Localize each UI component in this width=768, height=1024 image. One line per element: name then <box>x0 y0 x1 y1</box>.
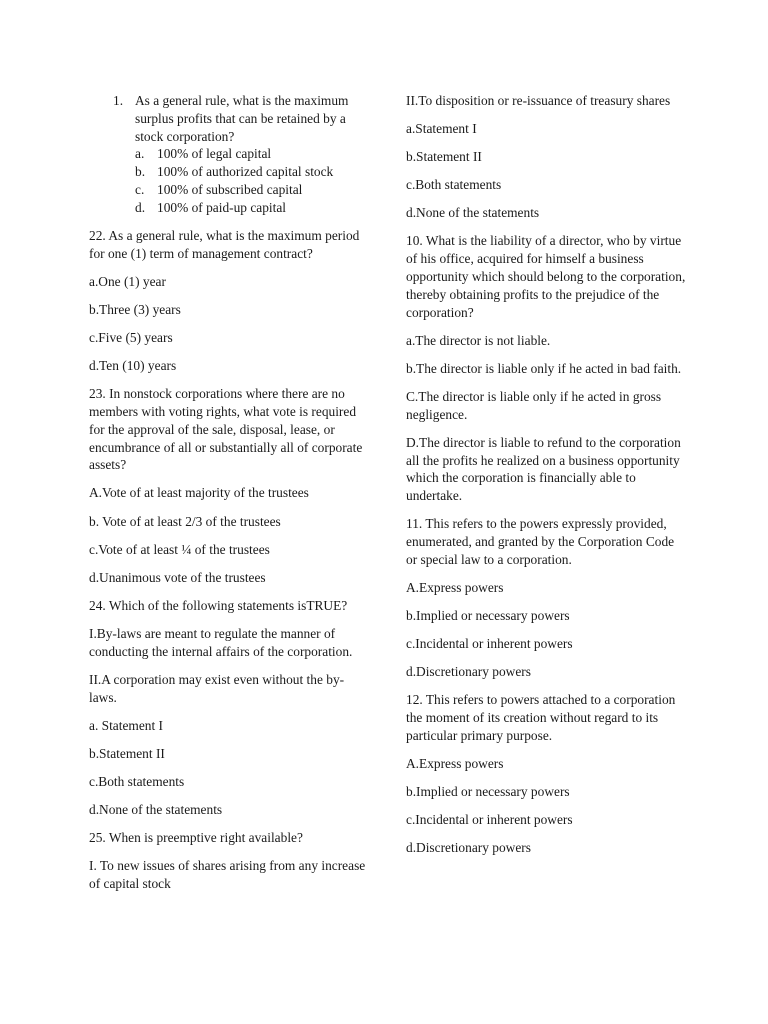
choice-item <box>89 145 371 163</box>
choice-line: a.One (1) year <box>89 273 166 289</box>
choice-line: b.Three (3) years <box>89 301 181 317</box>
choice-letter: c. <box>135 181 145 197</box>
left-column <box>89 92 371 903</box>
statement-line: II.A corporation may exist even without the by-laws. <box>89 671 345 705</box>
choice-item <box>89 163 371 181</box>
choice-line: A.Express powers <box>406 580 504 595</box>
choice-line: b.Statement II <box>89 745 165 761</box>
choice-line: a. Statement I <box>89 717 163 733</box>
choice-line: d.Unanimous vote of the trustees <box>89 569 266 585</box>
choice-line: d.Ten (10) years <box>89 358 177 374</box>
choice-line: c.Both statements <box>406 177 502 193</box>
choice-item <box>89 199 371 217</box>
right-column <box>406 92 686 867</box>
choice-line: a.Statement I <box>406 121 477 137</box>
question-number: 1. <box>113 93 124 108</box>
choice-letter: a. <box>135 146 145 162</box>
question-10: 10. What is the liability of a director, who by virtue of his office, acquired for himself a business opportunity which should belong to the corporation, thereby obtaining profits to the prejudice of the corporation? <box>406 233 686 320</box>
choice-line: a.The director is not liable. <box>406 332 551 348</box>
question-25: 25. When is preemptive right available? <box>89 830 303 846</box>
question-22: 22. As a general rule, what is the maximum period for one (1) term of management contract? <box>89 227 360 261</box>
question-11: 11. This refers to the powers expressly provided, enumerated, and granted by the Corporation Code or special law to a corporation. <box>406 516 675 567</box>
question-1 <box>89 92 371 217</box>
choice-text: 100% of authorized capital stock <box>157 164 334 180</box>
choice-line: b. Vote of at least 2/3 of the trustees <box>89 513 281 529</box>
choice-line: d.Discretionary powers <box>406 840 531 856</box>
choice-line: c.Five (5) years <box>89 329 173 345</box>
choice-item <box>89 181 371 199</box>
choice-line: D.The director is liable to refund to the corporation all the profits he realized on a business opportunity which the corporation is financially able to undertake. <box>406 434 681 504</box>
choice-line: c.Both statements <box>89 773 185 789</box>
choice-line: b.Implied or necessary powers <box>406 608 570 624</box>
statement-line: II.To disposition or re-issuance of treasury shares <box>406 93 671 108</box>
choice-line: C.The director is liable only if he acted in gross negligence. <box>406 388 662 422</box>
choice-line: b.Implied or necessary powers <box>406 784 570 800</box>
statement-line: I. To new issues of shares arising from any increase of capital stock <box>89 858 366 891</box>
choice-text: 100% of subscribed capital <box>157 181 303 197</box>
choice-line: d.None of the statements <box>89 801 223 817</box>
choice-letter: b. <box>135 164 146 180</box>
choice-line: d.None of the statements <box>406 205 540 221</box>
choice-line: c.Vote of at least ¼ of the trustees <box>89 541 270 557</box>
choice-line: b.The director is liable only if he acted in bad faith. <box>406 360 682 376</box>
choice-line: b.Statement II <box>406 149 482 165</box>
question-12: 12. This refers to powers attached to a corporation the moment of its creation without regard to its particular primary purpose. <box>406 692 676 743</box>
choice-text: 100% of legal capital <box>157 146 272 162</box>
question-text: As a general rule, what is the maximum surplus profits that can be retained by a stock corporation? <box>135 93 349 144</box>
choice-line: A.Express powers <box>406 756 504 772</box>
choice-line: c.Incidental or inherent powers <box>406 636 573 652</box>
choice-line: c.Incidental or inherent powers <box>406 812 573 828</box>
choice-letter: d. <box>135 199 146 215</box>
choice-text: 100% of paid-up capital <box>157 199 287 215</box>
choice-line: d.Discretionary powers <box>406 664 531 680</box>
statement-line: I.By-laws are meant to regulate the manner of conducting the internal affairs of the corporation. <box>89 625 353 659</box>
question-23: 23. In nonstock corporations where there are no members with voting rights, what vote is required for the approval of the sale, disposal, lease, or encumbrance of all or substantially all of corporate assets? <box>89 386 363 473</box>
choice-line: A.Vote of at least majority of the trustees <box>89 485 309 501</box>
question-24: 24. Which of the following statements isTRUE? <box>89 597 348 613</box>
